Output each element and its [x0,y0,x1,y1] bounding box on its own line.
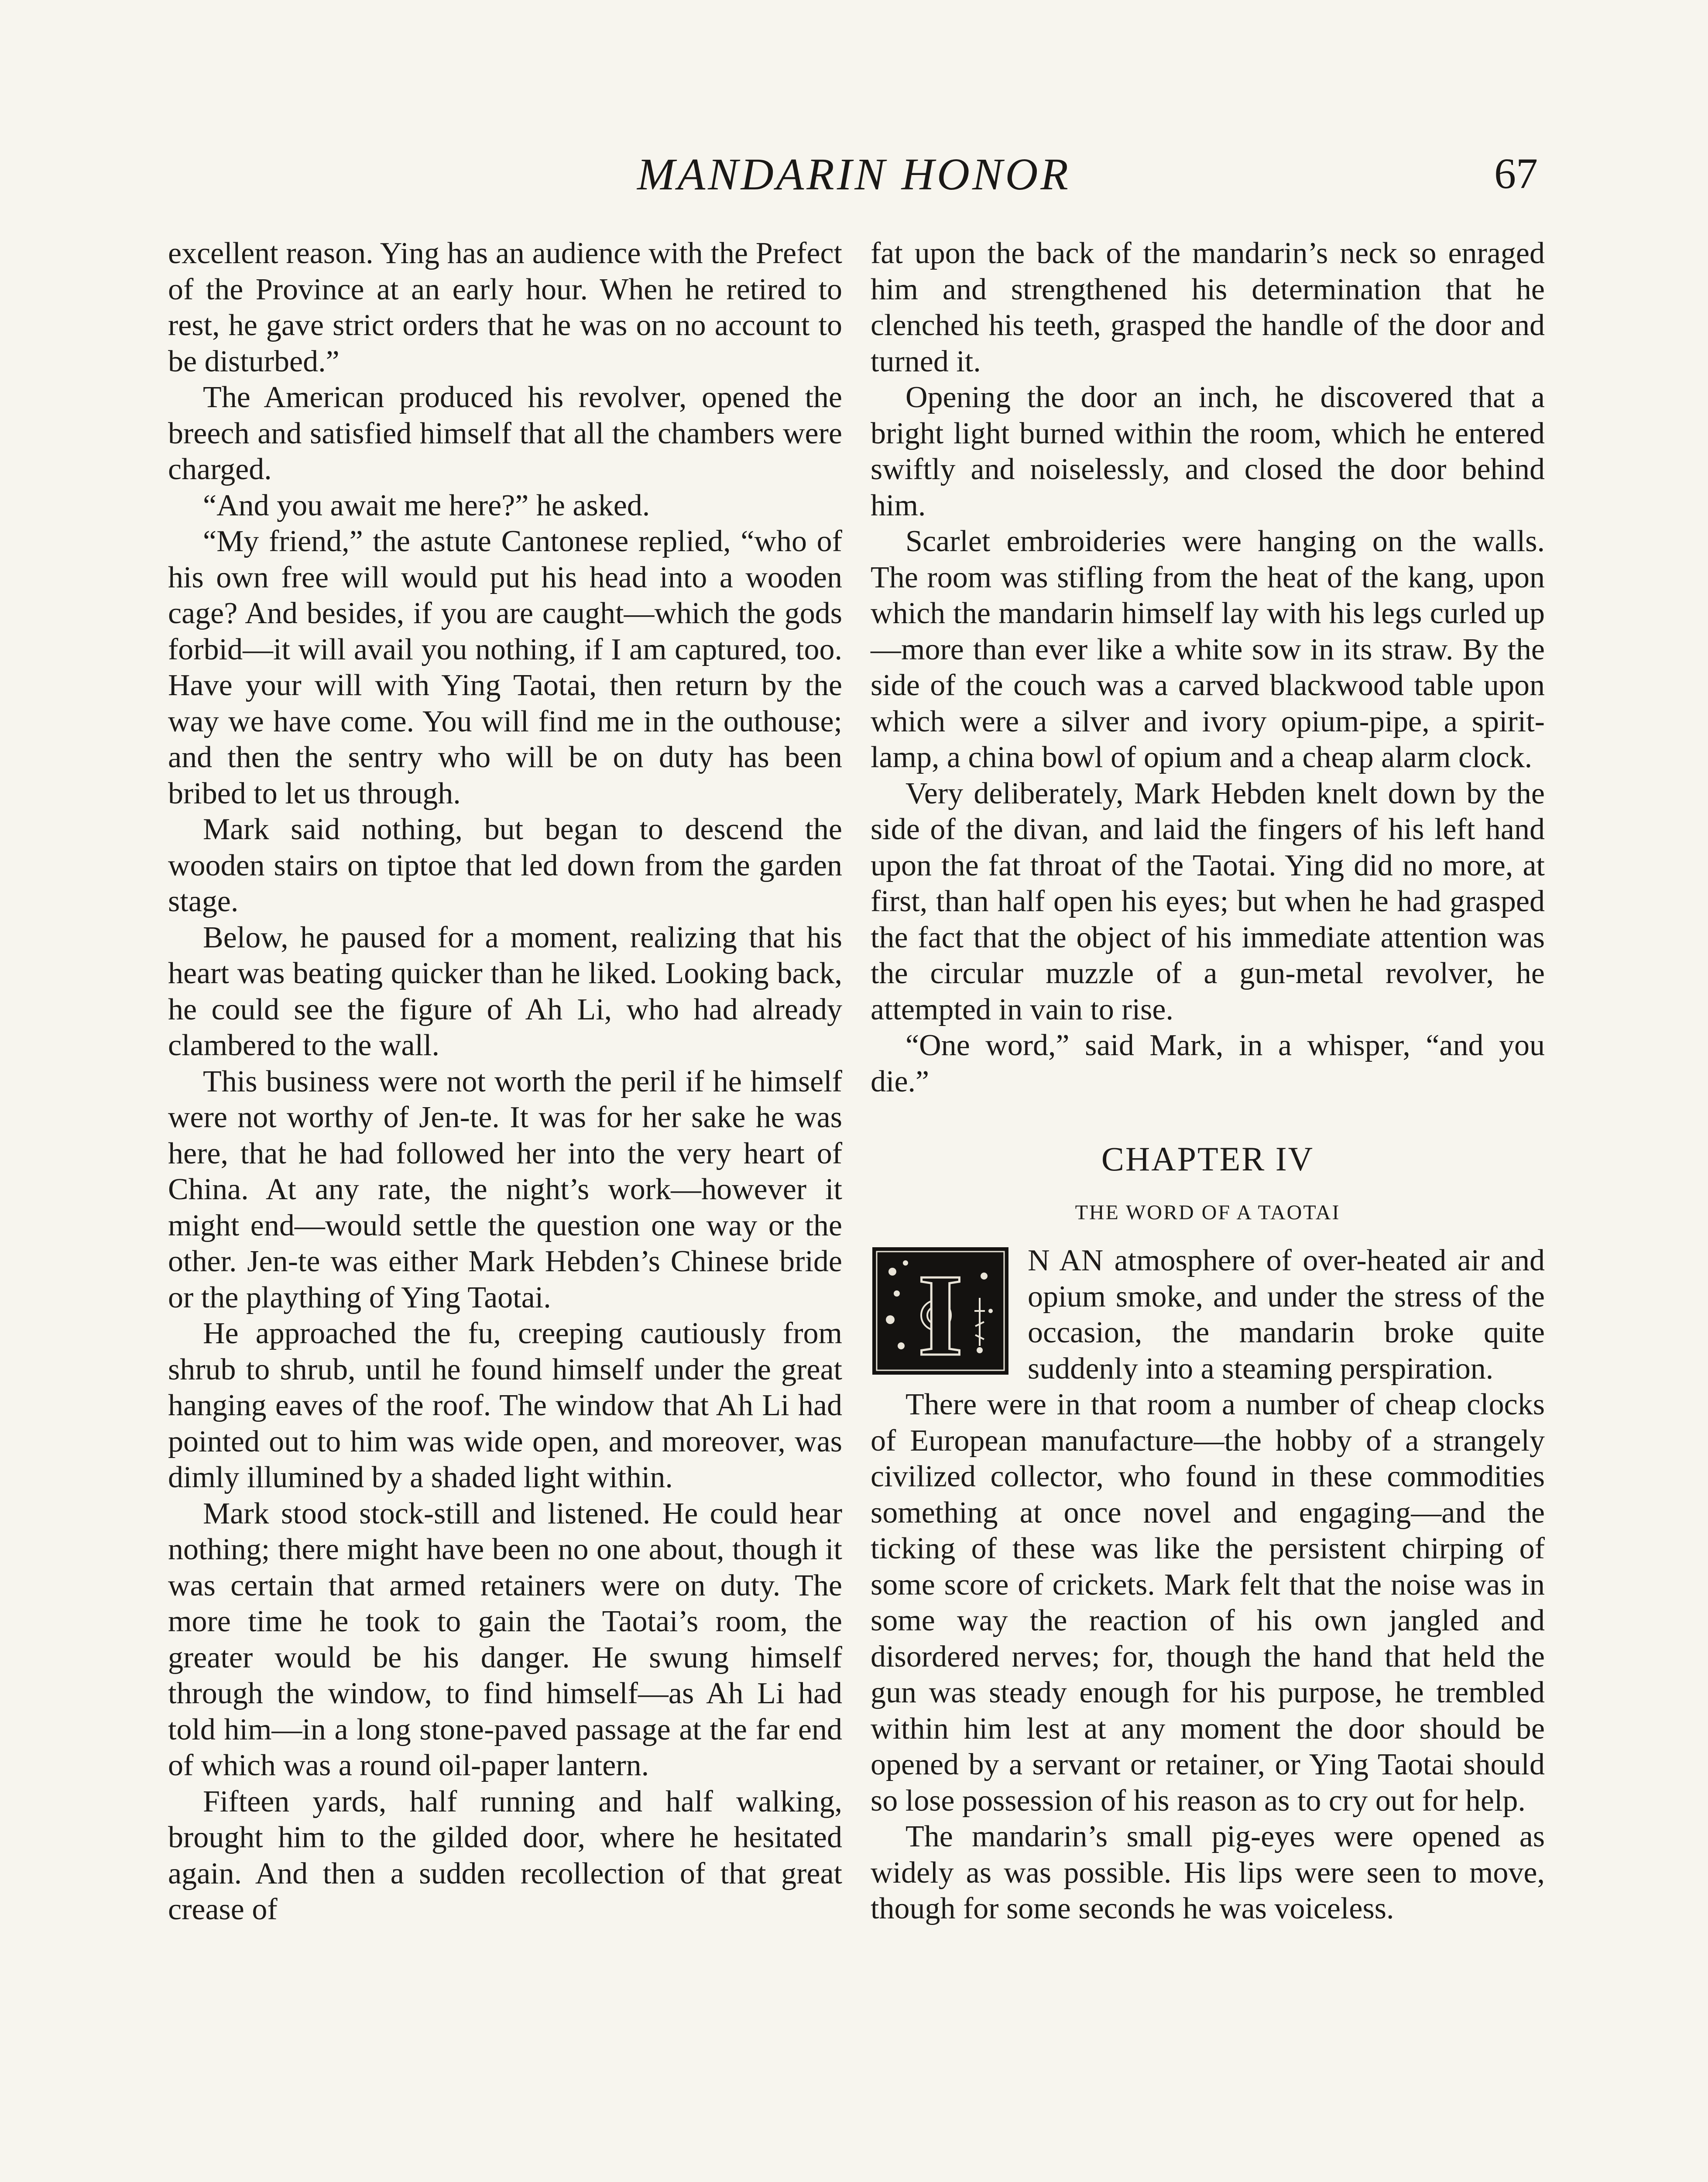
paragraph: fat upon the back of the mandarin’s neck so enraged him and strengthened his determination that he clenched his teeth, grasped the handle of the door and turned it. [871,237,1545,378]
paragraph: “My friend,” the astute Cantonese replied, “who of his own free will would put his head into a wooden cage? And besides, if you are caught—which the gods forbid—it will avail you nothing, if I am captured, too. Have your will with Ying Taotai, then return by the way we have come. You will find me in the outhouse; and then the sentry who will be on duty has been bribed to let us through. [168,525,842,810]
paragraph: excellent reason. Ying has an audience with the Prefect of the Province at an early hour. When he retired to rest, he gave strict orders that he was on no account to be disturbed.” [168,237,842,378]
paragraph: Opening the door an inch, he discovered that a bright light burned within the room, which he entered swiftly and noiselessly, and closed the door behind him. [871,381,1545,522]
paragraph: Very deliberately, Mark Hebden knelt down by the side of the divan, and laid the fingers of his left hand upon the fat throat of the Taotai. Ying did no more, at first, than half open his eyes; but when he had grasped the fact that the object of his immediate attention was the circular muzzle of a gun-metal revolver, he attempted in vain to rise. [871,776,1545,1026]
paragraph: The mandarin’s small pig-eyes were opened as widely as was possible. His lips were seen to move, though for some seconds he was voiceless. [871,1820,1545,1925]
paragraph: Scarlet embroideries were hanging on the walls. The room was stifling from the heat of the kang, upon which the mandarin himself lay with his legs curled up—more than ever like a white sow in its straw. By the side of the couch was a carved blackwood table upon which were a silver and ivory opium-pipe, a spirit-lamp, a china bowl of opium and a cheap alarm clock. [871,525,1545,774]
chapter-opening [871,1243,1545,1387]
paragraph: “And you await me here?” he asked. [203,488,650,522]
running-title: MANDARIN HONOR [637,149,1071,199]
paragraph: “One word,” said Mark, in a whisper, “and you die.” [871,1029,1545,1098]
chapter-opening-text: N AN atmosphere of over-heated air and opium smoke, and under the stress of the occasion, the mandarin broke quite suddenly into a steaming perspiration. [1028,1244,1545,1386]
left-column [168,236,842,1928]
right-column [871,236,1545,1927]
chapter-title: CHAPTER IV [1101,1140,1314,1178]
paragraph: He approached the fu, creeping cautiously from shrub to shrub, until he found himself under the great hanging eaves of the roof. The window that Ah Li had pointed out to him was wide open, and moreover, was dimly illumined by a shaded light within. [168,1317,842,1494]
paragraph: There were in that room a number of cheap clocks of European manufacture—the hobby of a strangely civilized collector, who found in these commodities something at once novel and engaging—and the ticking of these was like the persistent chirping of some score of crickets. Mark felt that the noise was in some way the reaction of his own jangled and disordered nerves; for, though the hand that held the gun was steady enough for his purpose, he trembled within him lest at any moment the door should be opened by a servant or retainer, or Ying Taotai should so lose possession of his reason as to cry out for help. [871,1388,1545,1818]
decorated-initial-icon [871,1245,1010,1376]
paragraph: Fifteen yards, half running and half walking, brought him to the gilded door, where he hesitated again. And then a sudden recollection of that great crease of [168,1784,842,1926]
paragraph: Mark said nothing, but began to descend the wooden stairs on tiptoe that led down from the garden stage. [168,813,842,918]
page-number: 67 [1494,149,1538,198]
chapter-subtitle: THE WORD OF A TAOTAI [1075,1201,1341,1224]
page-header [157,144,1551,231]
paragraph: This business were not worth the peril if he himself were not worthy of Jen-te. It was for her sake he was here, that he had followed her into the very heart of China. At any rate, the night’s work—however it might end—would settle the question one way or the other. Jen-te was either Mark Hebden’s Chinese bride or the plaything of Ying Taotai. [168,1064,842,1314]
paragraph: Below, he paused for a moment, realizing that his heart was beating quicker than he liked. Looking back, he could see the figure of Ah Li, who had already clambered to the wall. [168,920,842,1062]
paragraph: Mark stood stock-still and listened. He could hear nothing; there might have been no one about, though it was certain that armed retainers were on duty. The more time he took to gain the Taotai’s room, the greater would be his danger. He swung himself through the window, to find himself—as Ah Li had told him—in a long stone-paved passage at the far end of which was a round oil-paper lantern. [168,1496,842,1782]
drop-cap-letter: I [917,1250,964,1376]
paragraph: The American produced his revolver, opened the breech and satisfied himself that all the chambers were charged. [168,381,842,486]
